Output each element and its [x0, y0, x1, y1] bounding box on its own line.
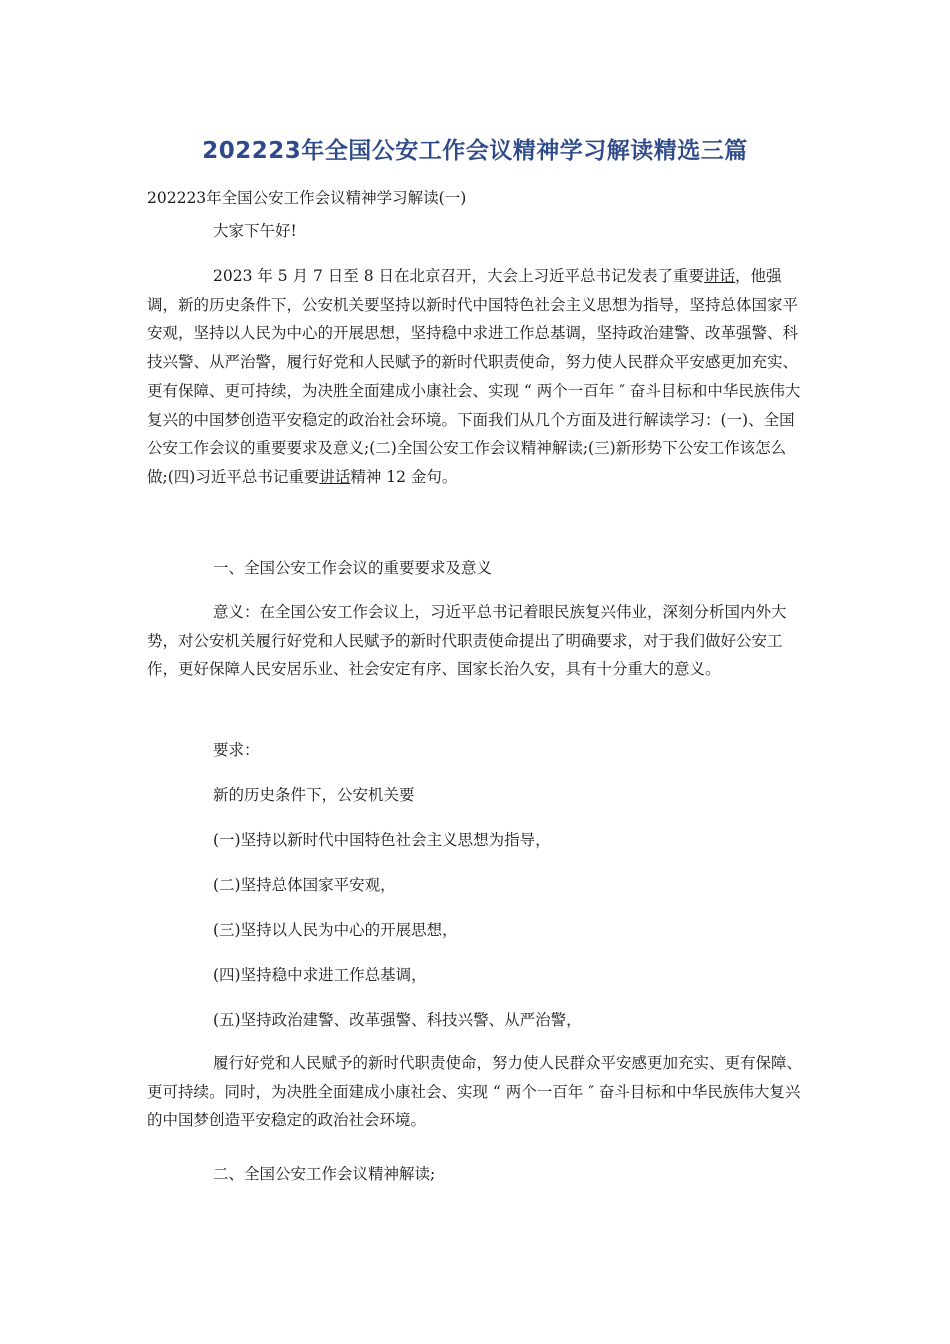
- requirement-item: (一)坚持以新时代中国特色社会主义思想为指导，: [213, 831, 551, 849]
- section-heading-1: 一、全国公安工作会议的重要要求及意义: [213, 559, 493, 577]
- requirement-item: (三)坚持以人民为中心的开展思想，: [213, 921, 458, 939]
- meaning-paragraph: 意义：在全国公安工作会议上，习近平总书记着眼民族复兴伟业，深刻分析国内外大势，对公安机关履行好党和人民赋予的新时代职责使命提出了明确要求，对于我们做好公安工作，更好保障人民安居乐业、社会安定有序、国家长治久安，具有十分重大的意义。: [147, 603, 787, 679]
- intro-text-3: 精神 12 金句。: [350, 467, 458, 486]
- requirement-item: (五)坚持政治建警、改革强警、科技兴警、从严治警，: [213, 1011, 582, 1029]
- requirement-item: (二)坚持总体国家平安观，: [213, 876, 396, 894]
- document-subtitle: 202223年全国公安工作会议精神学习解读(一): [147, 189, 467, 207]
- speech-link-2[interactable]: 讲话: [319, 467, 351, 486]
- speech-link-1[interactable]: 讲话: [704, 267, 736, 285]
- requirements-label: 要求：: [213, 741, 260, 759]
- document-title: 202223年全国公安工作会议精神学习解读精选三篇: [202, 138, 748, 164]
- section-heading-2: 二、全国公安工作会议精神解读;: [213, 1165, 436, 1183]
- closing-paragraph: 履行好党和人民赋予的新时代职责使命，努力使人民群众平安感更加充实、更有保障、更可持续。同时，为决胜全面建成小康社会、实现 “ 两个一百年 ″ 奋斗目标和中华民族伟大复兴的中国梦创造平安稳定的政治社会环境。: [147, 1054, 803, 1130]
- greeting: 大家下午好!: [213, 222, 297, 240]
- intro-paragraph: [147, 262, 803, 492]
- intro-text-2: ，他强调，新的历史条件下，公安机关要坚持以新时代中国特色社会主义思想为指导，坚持总体国家平安观，坚持以人民为中心的开展思想，坚持稳中求进工作总基调，坚持政治建警、改革强警、科技兴警、从严治警，履行好党和人民赋予的新时代职责使命，努力使人民群众平安感更加充实、更有保障、更可持续，为决胜全面建成小康社会、实现 “ 两个一百年 ″ 奋斗目标和中华民族伟大复兴的中国梦创造平安稳定的政治社会环境。下面我们从几个方面及进行解读学习：(一)、全国公安工作会议的重要要求及意义;(二)全国公安工作会议精神解读;(三)新形势下公安工作该怎么做;(四)习近平总书记重要: [147, 267, 801, 486]
- intro-text-1: 2023 年 5 月 7 日至 8 日在北京召开，大会上习近平总书记发表了重要: [213, 267, 705, 285]
- requirement-item: (四)坚持稳中求进工作总基调，: [213, 966, 427, 984]
- requirements-intro: 新的历史条件下，公安机关要: [213, 786, 415, 804]
